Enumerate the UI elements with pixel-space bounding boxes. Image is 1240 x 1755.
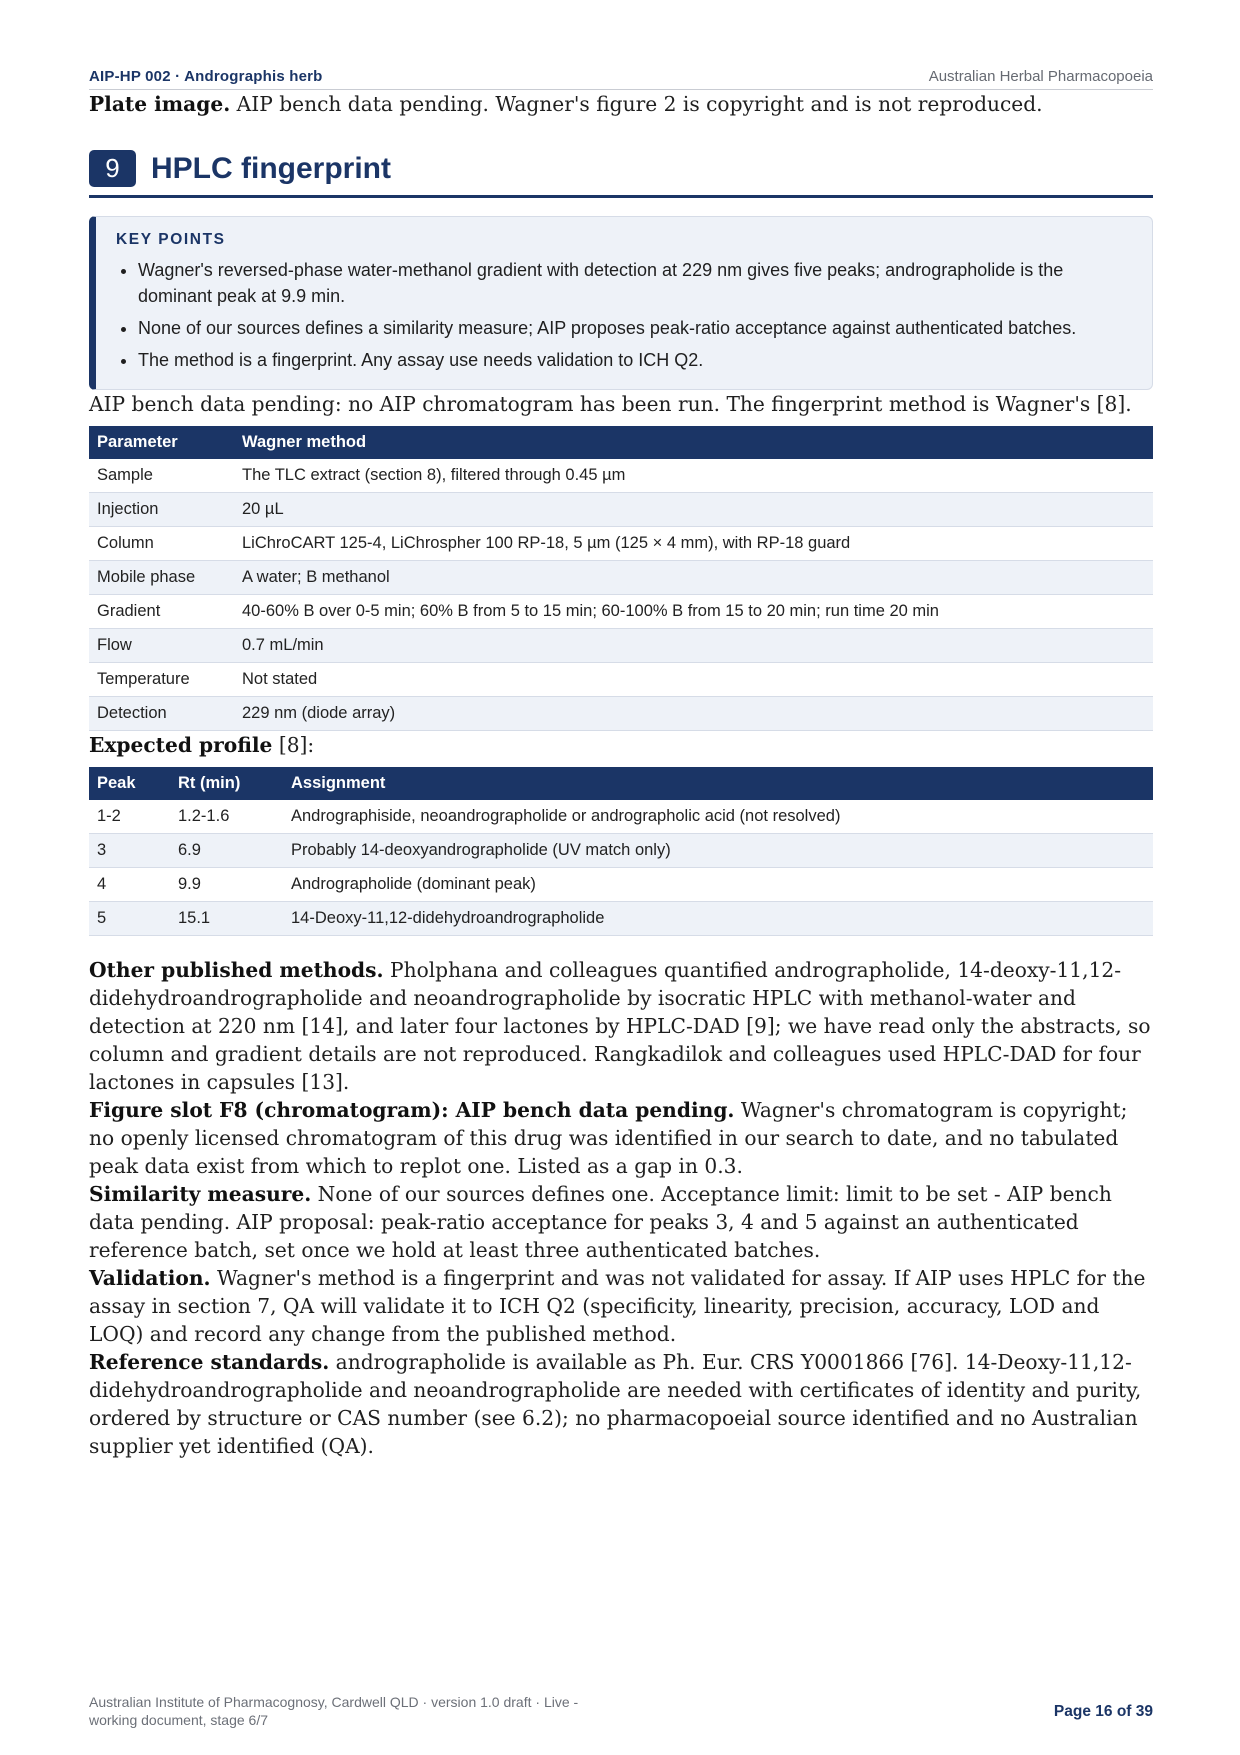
paragraph-text: Pholphana and colleagues quantified andrographolide, 14-deoxy-11,12-didehydroandrographolide and neoandrographolide by isocratic HPLC with methanol-water and detection at 220 nm [14], and later four lactones by HPLC-DAD [9]; we have read only the abstracts, so column and gradient details are not reproduced. Rangkadilok and colleagues used HPLC-DAD for four lactones in capsules [13]. (89, 958, 1151, 1094)
page-number: Page 16 of 39 (1053, 1703, 1153, 1720)
reference-standards-paragraph (89, 1348, 1153, 1460)
validation-paragraph (89, 1264, 1153, 1348)
table-row (89, 629, 1153, 663)
section-title: HPLC fingerprint (151, 151, 391, 185)
peak-cell: 5 (89, 902, 170, 936)
peak-table (89, 767, 1153, 936)
publication-name: Australian Herbal Pharmacopoeia (928, 68, 1153, 85)
table-row (89, 459, 1153, 493)
value-cell: 229 nm (diode array) (234, 697, 1153, 731)
rt-cell: 15.1 (170, 902, 283, 936)
parameter-cell: Detection (89, 697, 234, 731)
expected-profile-ref: [8]: (272, 733, 315, 757)
footer-institution: Australian Institute of Pharmacognosy, Cardwell QLD · version 1.0 draft · Live - working document, stage 6/7 (89, 1694, 579, 1728)
paragraph-label: Figure slot F8 (chromatogram): AIP bench data pending. (89, 1098, 735, 1122)
table-row (89, 595, 1153, 629)
rt-cell: 6.9 (170, 834, 283, 868)
page-footer (89, 1693, 1153, 1729)
paragraph-text: None of our sources defines one. Acceptance limit: limit to be set - AIP bench data pending. AIP proposal: peak-ratio acceptance for peaks 3, 4 and 5 against an authenticated reference batch, set once we hold at least three authenticated batches. (89, 1182, 1112, 1262)
plate-image-label: Plate image. (89, 92, 231, 116)
value-cell: Not stated (234, 663, 1153, 697)
table-row (89, 561, 1153, 595)
column-header: Peak (89, 767, 170, 800)
table-row (89, 800, 1153, 834)
figure-slot-paragraph (89, 1096, 1153, 1180)
parameter-cell: Flow (89, 629, 234, 663)
page (89, 68, 1153, 1460)
other-methods-paragraph (89, 956, 1153, 1096)
peak-cell: 1-2 (89, 800, 170, 834)
value-cell: 20 µL (234, 493, 1153, 527)
plate-image-note (89, 90, 1153, 118)
key-points-box (89, 216, 1153, 390)
section-heading (89, 150, 1153, 198)
assignment-cell: Probably 14-deoxyandrographolide (UV match only) (283, 834, 1153, 868)
assignment-cell: 14-Deoxy-11,12-didehydroandrographolide (283, 902, 1153, 936)
value-cell: LiChroCART 125-4, LiChrospher 100 RP-18, 5 µm (125 × 4 mm), with RP-18 guard (234, 527, 1153, 561)
parameter-cell: Gradient (89, 595, 234, 629)
similarity-measure-paragraph (89, 1180, 1153, 1264)
section-number-badge: 9 (89, 150, 136, 187)
value-cell: 40-60% B over 0-5 min; 60% B from 5 to 15 min; 60-100% B from 15 to 20 min; run time 20 min (234, 595, 1153, 629)
table-row (89, 902, 1153, 936)
rt-cell: 9.9 (170, 868, 283, 902)
plate-image-text: AIP bench data pending. Wagner's figure 2 is copyright and is not reproduced. (230, 92, 1043, 116)
intro-paragraph: AIP bench data pending: no AIP chromatogram has been run. The fingerprint method is Wagner's [8]. (89, 392, 1132, 416)
paragraph-label: Validation. (89, 1266, 211, 1290)
table-row (89, 493, 1153, 527)
document-id: AIP-HP 002 · Andrographis herb (89, 68, 323, 85)
column-header: Wagner method (234, 426, 1153, 459)
column-header: Assignment (283, 767, 1153, 800)
table-row (89, 834, 1153, 868)
running-header (89, 68, 1153, 90)
table-row (89, 527, 1153, 561)
column-header: Rt (min) (170, 767, 283, 800)
table-row (89, 868, 1153, 902)
peak-cell: 4 (89, 868, 170, 902)
paragraph-text: Wagner's method is a fingerprint and was not validated for assay. If AIP uses HPLC for the assay in section 7, QA will validate it to ICH Q2 (specificity, linearity, precision, accuracy, LOD and LOQ) and record any change from the published method. (89, 1266, 1146, 1346)
method-table (89, 426, 1153, 731)
peak-table-header-row (89, 767, 1153, 800)
value-cell: A water; B methanol (234, 561, 1153, 595)
value-cell: The TLC extract (section 8), filtered through 0.45 µm (234, 459, 1153, 493)
table-row (89, 663, 1153, 697)
rt-cell: 1.2-1.6 (170, 800, 283, 834)
parameter-cell: Column (89, 527, 234, 561)
paragraph-text: Wagner's chromatogram is copyright; no openly licensed chromatogram of this drug was identified in our search to date, and no tabulated peak data exist from which to replot one. Listed as a gap in 0.3. (89, 1098, 1128, 1178)
table-row (89, 697, 1153, 731)
expected-profile-label: Expected profile (89, 733, 273, 757)
paragraph-label: Similarity measure. (89, 1182, 312, 1206)
parameter-cell: Mobile phase (89, 561, 234, 595)
key-point-item: • Wagner's reversed-phase water-methanol gradient with detection at 229 nm gives five peaks; andrographolide is the dominant peak at 9.9 min. (138, 257, 1132, 309)
column-header: Parameter (89, 426, 234, 459)
key-point-item: • None of our sources defines a similarity measure; AIP proposes peak-ratio acceptance against authenticated batches. (138, 315, 1132, 341)
key-point-item: • The method is a fingerprint. Any assay use needs validation to ICH Q2. (138, 347, 1132, 373)
paragraph-label: Reference standards. (89, 1350, 330, 1374)
assignment-cell: Andrographiside, neoandrographolide or andrographolic acid (not resolved) (283, 800, 1153, 834)
peak-cell: 3 (89, 834, 170, 868)
parameter-cell: Injection (89, 493, 234, 527)
parameter-cell: Sample (89, 459, 234, 493)
value-cell: 0.7 mL/min (234, 629, 1153, 663)
method-table-header-row (89, 426, 1153, 459)
expected-profile-heading (89, 731, 1153, 759)
paragraph-text: andrographolide is available as Ph. Eur. CRS Y0001866 [76]. 14-Deoxy-11,12-didehydroandrographolide and neoandrographolide are needed with certificates of identity and purity, ordered by structure or CAS number (see 6.2); no pharmacopoeial source identified and no Australian supplier yet identified (QA). (89, 1350, 1142, 1458)
key-points-heading: KEY POINTS (116, 231, 226, 248)
parameter-cell: Temperature (89, 663, 234, 697)
key-points-list (116, 257, 1132, 373)
assignment-cell: Andrographolide (dominant peak) (283, 868, 1153, 902)
paragraph-label: Other published methods. (89, 958, 384, 982)
